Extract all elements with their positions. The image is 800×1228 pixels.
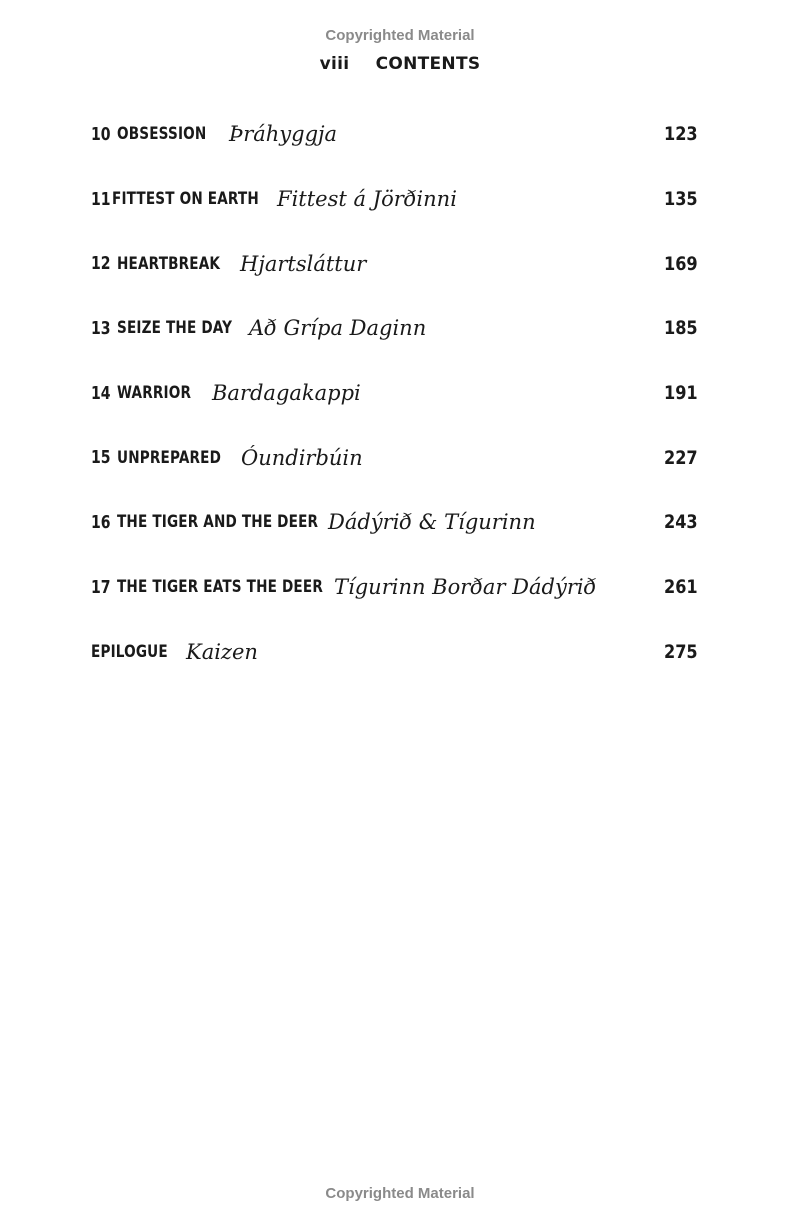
toc-entry (91, 231, 698, 296)
toc-entry (91, 102, 698, 167)
page-number: 169 (664, 252, 698, 275)
chapter-number: 12 (91, 253, 111, 275)
toc-entry (91, 490, 698, 555)
chapter-number: 13 (91, 317, 111, 339)
running-head (0, 54, 800, 74)
chapter-title: EPILOGUE (91, 641, 168, 662)
page-number: 135 (664, 188, 698, 211)
toc-entry (91, 296, 698, 361)
page-folio: viii (319, 54, 350, 74)
chapter-number: 11 (91, 188, 111, 210)
watermark-top: Copyrighted Material (325, 27, 475, 44)
chapter-number: 17 (91, 576, 111, 598)
toc-entry (91, 620, 698, 685)
toc-entry (91, 167, 698, 232)
watermark-bottom: Copyrighted Material (325, 1185, 475, 1202)
chapter-subtitle: Tígurinn Borðar Dádýrið (334, 575, 597, 600)
chapter-title: WARRIOR (117, 383, 192, 404)
page-number: 227 (664, 446, 698, 469)
chapter-subtitle: Kaizen (186, 639, 258, 664)
toc-entry (91, 361, 698, 426)
chapter-subtitle: Þráhyggja (229, 122, 338, 147)
chapter-number: 10 (91, 123, 111, 145)
chapter-title: OBSESSION (117, 124, 207, 145)
chapter-subtitle: Að Grípa Daginn (249, 316, 427, 341)
table-of-contents (91, 102, 698, 684)
running-head-title: CONTENTS (375, 54, 481, 74)
chapter-subtitle: Fittest á Jörðinni (277, 187, 457, 212)
page-number: 123 (664, 123, 698, 146)
chapter-number: 16 (91, 511, 111, 533)
chapter-subtitle: Hjartsláttur (240, 251, 367, 276)
chapter-title: THE TIGER AND THE DEER (117, 512, 319, 533)
chapter-title: UNPREPARED (117, 447, 222, 468)
page-number: 243 (664, 511, 698, 534)
page-number: 191 (664, 382, 698, 405)
chapter-title: SEIZE THE DAY (117, 318, 233, 339)
page-number: 185 (664, 317, 698, 340)
chapter-title: THE TIGER EATS THE DEER (117, 577, 323, 598)
page-number: 261 (664, 576, 698, 599)
chapter-title: HEARTBREAK (117, 253, 221, 274)
chapter-subtitle: Dádýrið & Tígurinn (328, 510, 536, 535)
chapter-title: FITTEST ON EARTH (112, 189, 259, 210)
chapter-subtitle: Bardagakappi (212, 381, 361, 406)
page-number: 275 (664, 640, 698, 663)
toc-entry (91, 555, 698, 620)
toc-entry (91, 425, 698, 490)
chapter-number: 14 (91, 382, 111, 404)
chapter-number: 15 (91, 447, 111, 469)
chapter-subtitle: Óundirbúin (241, 445, 363, 470)
